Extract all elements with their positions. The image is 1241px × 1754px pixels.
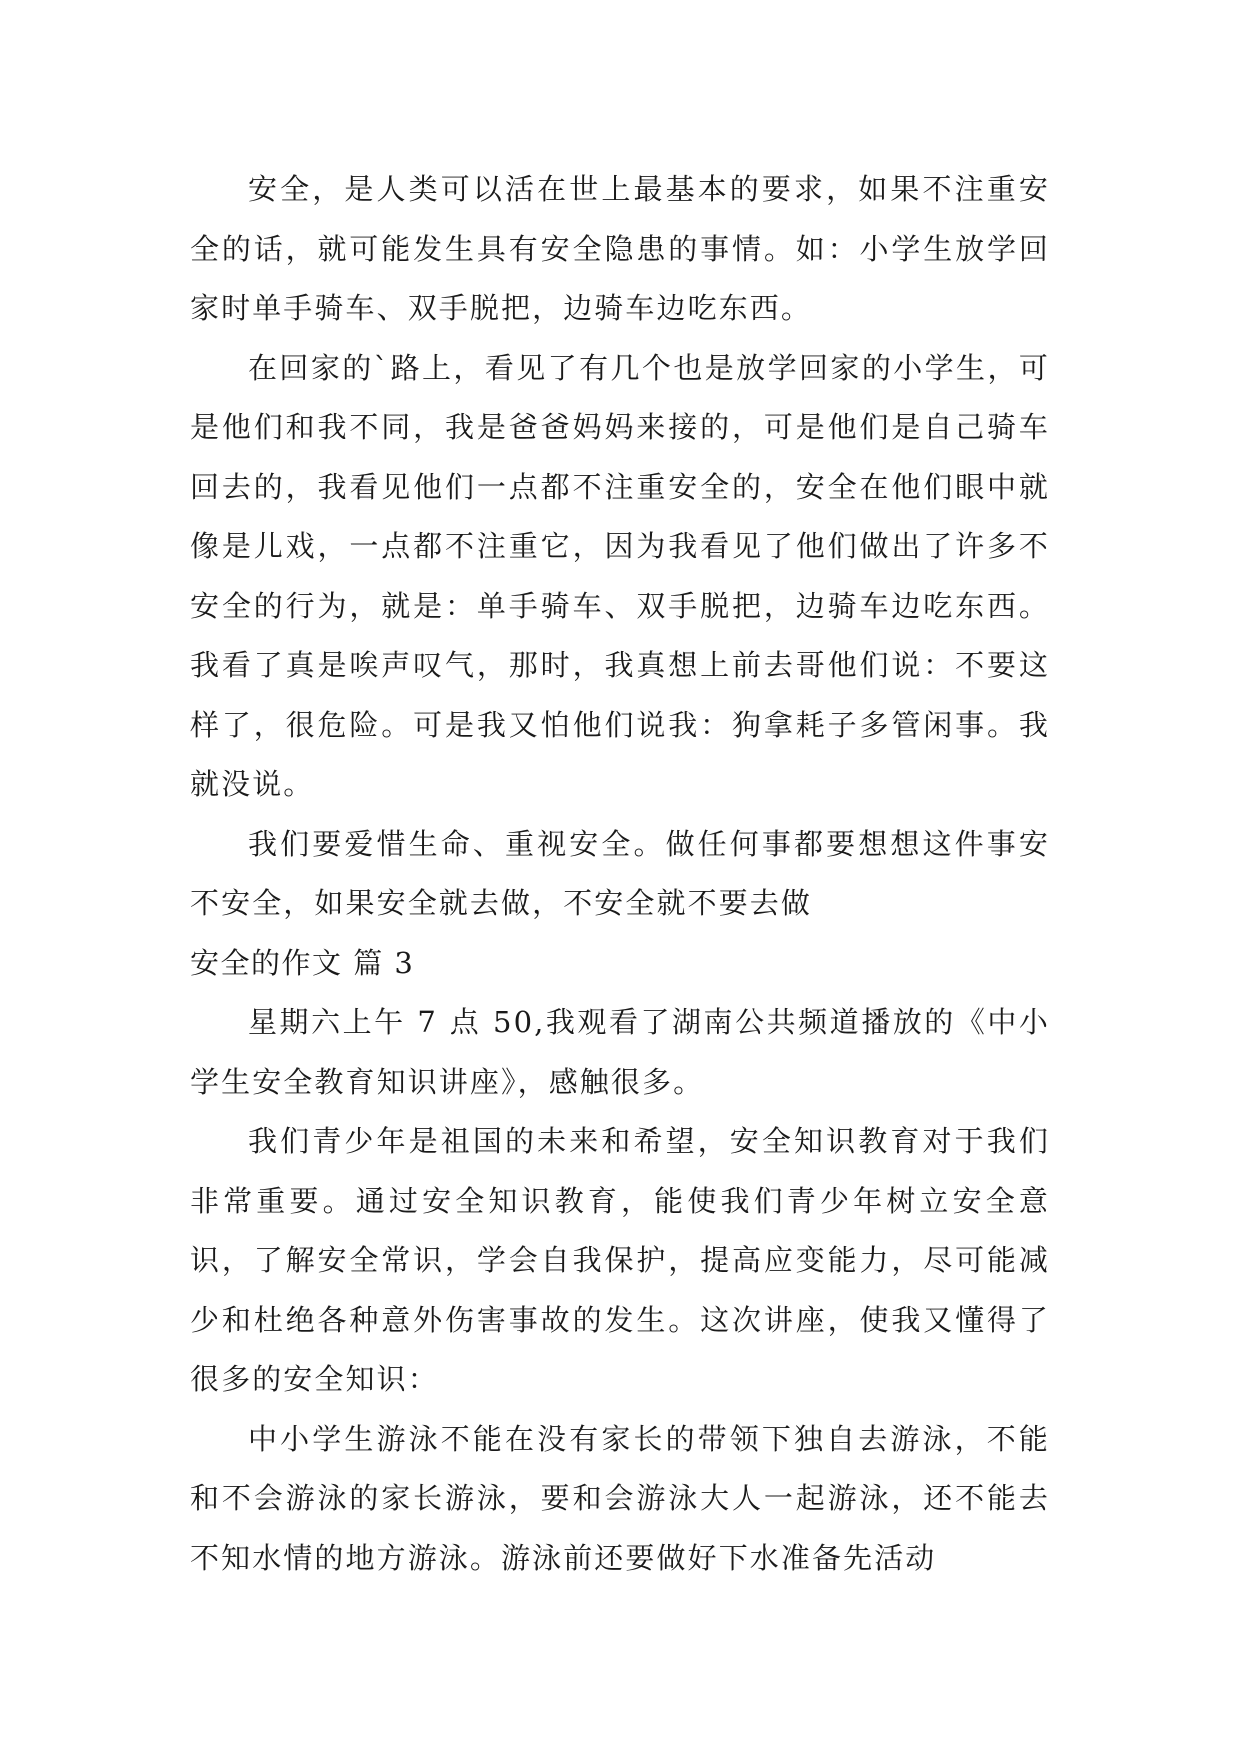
- paragraph-youth-education: 我们青少年是祖国的未来和希望，安全知识教育对于我们非常重要。通过安全知识教育，能使我们青少年树立安全意识，了解安全常识，学会自我保护，提高应变能力，尽可能减少和杜绝各种意外伤害事故的发生。这次讲座，使我又懂得了很多的安全知识：: [190, 1124, 1050, 1396]
- paragraph-way-home: 在回家的`路上，看见了有几个也是放学回家的小学生，可是他们和我不同，我是爸爸妈妈来接的，可是他们是自己骑车回去的，我看见他们一点都不注重安全的，安全在他们眼中就像是儿戏，一点都不注重它，因为我看见了他们做出了许多不安全的行为，就是：单手骑车、双手脱把，边骑车边吃东西。我看了真是唉声叹气，那时，我真想上前去哥他们说：不要这样了，很危险。可是我又怕他们说我：狗拿耗子多管闲事。我就没说。: [190, 350, 1050, 801]
- paragraph-safety-basic: 安全，是人类可以活在世上最基本的要求，如果不注重安全的话，就可能发生具有安全隐患的事情。如：小学生放学回家时单手骑车、双手脱把，边骑车边吃东西。: [190, 172, 1050, 325]
- paragraph-swimming: 中小学生游泳不能在没有家长的带领下独自去游泳，不能和不会游泳的家长游泳，要和会游泳大人一起游泳，还不能去不知水情的地方游泳。游泳前还要做好下水准备先活动: [190, 1421, 1050, 1575]
- essay-body: [190, 160, 1050, 1588]
- section-heading: 安全的作文 篇 3: [190, 945, 415, 980]
- paragraph-cherish-life: 我们要爱惜生命、重视安全。做任何事都要想想这件事安不安全，如果安全就去做，不安全就不要去做: [190, 826, 1050, 920]
- paragraph-lecture: 星期六上午 7 点 50,我观看了湖南公共频道播放的《中小学生安全教育知识讲座》，感触很多。: [190, 1005, 1050, 1099]
